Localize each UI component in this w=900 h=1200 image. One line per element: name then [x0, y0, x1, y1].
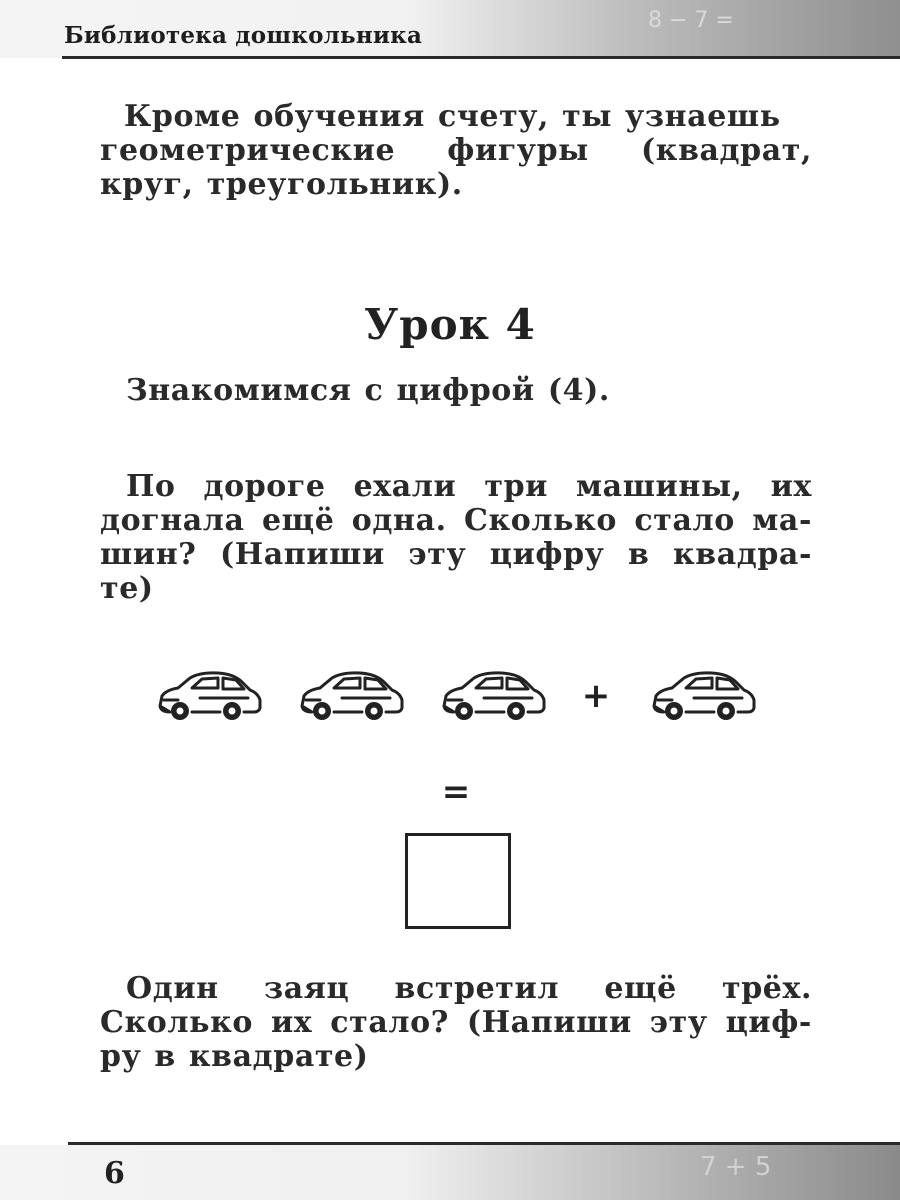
- car-icon: [156, 668, 264, 722]
- answer-box[interactable]: [405, 833, 511, 929]
- header-divider: [62, 56, 900, 59]
- equals-sign: =: [441, 772, 471, 812]
- intro-line-1: Кроме обучения счету, ты узнаешь: [124, 99, 781, 134]
- header-ghost-expression: 8 − 7 =: [648, 8, 734, 33]
- lesson-subtitle: Знакомимся с цифрой (4).: [126, 373, 610, 408]
- cars-row: [0, 668, 900, 728]
- intro-line-3: круг, треугольник).: [100, 167, 463, 202]
- intro-paragraph: [100, 100, 812, 202]
- task2-line-2: Сколько их стало? (Напиши эту циф-: [100, 1005, 812, 1040]
- task2-line-3: ру в квадрате): [100, 1039, 369, 1074]
- task1-line-1: По дороге ехали три машины, их: [126, 469, 812, 504]
- task1-paragraph: [100, 470, 812, 606]
- car-icon: [650, 668, 758, 722]
- car-icon: [440, 668, 548, 722]
- footer-ghost-expression: 7 + 5: [700, 1152, 772, 1182]
- task2-line-1: Один заяц встретил ещё трёх.: [126, 971, 812, 1006]
- task1-line-4: те): [100, 571, 154, 606]
- intro-line-2: геометрические фигуры (квадрат,: [100, 133, 812, 168]
- task1-line-2: догнала ещё одна. Сколько стало ма-: [100, 503, 812, 538]
- page-number: 6: [104, 1156, 125, 1191]
- plus-sign: +: [581, 676, 611, 716]
- header-title: Библиотека дошкольника: [64, 22, 423, 49]
- lesson-title: Урок 4: [364, 300, 536, 349]
- task2-paragraph: [100, 972, 812, 1074]
- task1-line-3: шин? (Напиши эту цифру в квадра-: [100, 537, 812, 572]
- car-icon: [298, 668, 406, 722]
